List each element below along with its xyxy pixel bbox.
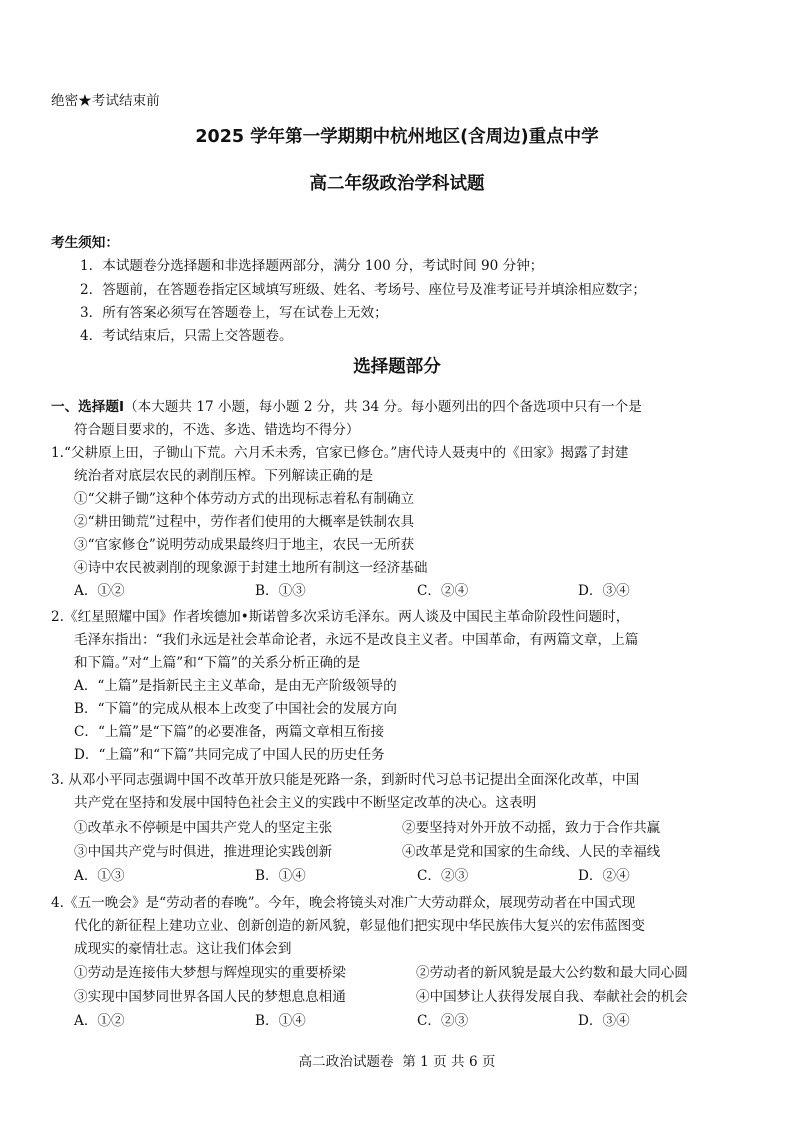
question-3-statement: ②要坚持对外开放不动摇，致力于合作共赢 <box>402 820 661 836</box>
part-description-cont: 符合题目要求的，不选、多选、错选均不得分） <box>74 422 360 438</box>
question-1-statement: ④诗中农民被剥削的现象源于封建土地所有制这一经济基础 <box>74 560 428 576</box>
notice-heading: 考生须知： <box>51 235 119 251</box>
question-4-option-c: C．②③ <box>417 1013 469 1029</box>
question-1-option-c: C．②④ <box>417 583 469 599</box>
question-2-option-b: B．“下篇”的完成从根本上改变了中国社会的发展方向 <box>74 701 397 717</box>
question-3-option-d: D．②④ <box>578 868 630 884</box>
question-3-statement: ③中国共产党与时俱进，推进理论实践创新 <box>74 844 333 860</box>
question-3-statement: ④改革是党和国家的生命线、人民的幸福线 <box>402 844 661 860</box>
question-4-option-d: D．③④ <box>578 1013 630 1029</box>
exam-subtitle: 高二年级政治学科试题 <box>309 174 485 194</box>
exam-title: 2025 学年第一学期期中杭州地区(含周边)重点中学 <box>195 127 599 147</box>
question-3-option-a: A．①③ <box>74 868 125 884</box>
question-3-option-c: C．②③ <box>417 868 469 884</box>
part-heading <box>51 397 642 417</box>
page-footer: 高二政治试题卷 第 1 页 共 6 页 <box>298 1054 496 1070</box>
question-4-stem-cont: 成现实的豪情壮志。这让我们体会到 <box>74 941 292 957</box>
section-title: 选择题部分 <box>353 357 441 377</box>
question-2-stem-cont: 毛泽东指出：“我们永远是社会革命论者，永远不是改良主义者。中国革命，有两篇文章，上篇 <box>74 632 639 648</box>
question-1-option-d: D．③④ <box>578 583 630 599</box>
notice-item: 2．答题前，在答题卷指定区域填写班级、姓名、考场号、座位号及准考证号并填涂相应数字； <box>80 282 646 298</box>
question-1-statement: ③“官家修仓”说明劳动成果最终归于地主，农民一无所获 <box>74 537 415 553</box>
notice-item: 3．所有答案必须写在答题卷上，写在试卷上无效； <box>80 305 388 321</box>
question-4-stem-cont: 代化的新征程上建功立业、创新创造的新风貌，彰显他们把实现中华民族伟大复兴的宏伟蓝图变 <box>74 918 645 934</box>
part-description: （本大题共 17 小题，每小题 2 分，共 34 分。每小题列出的四个备选项中只有一个是 <box>124 399 642 415</box>
question-1-statement: ①“父耕子锄”这种个体劳动方式的出现标志着私有制确立 <box>74 491 415 507</box>
secret-mark: 绝密★考试结束前 <box>51 93 160 109</box>
question-2-option-a: A．“上篇”是指新民主主义革命，是由无产阶级领导的 <box>74 678 397 694</box>
question-2-option-c: C．“上篇”是“下篇”的必要准备，两篇文章相互衔接 <box>74 724 385 740</box>
question-1-option-a: A．①② <box>74 583 125 599</box>
question-4-option-a: A．①② <box>74 1013 125 1029</box>
part-label: 一、选择题Ⅰ <box>51 399 125 415</box>
notice-item: 1．本试题卷分选择题和非选择题两部分，满分 100 分，考试时间 90 分钟； <box>80 258 544 274</box>
notice-item: 4．考试结束后，只需上交答题卷。 <box>80 328 293 344</box>
question-4-option-b: B．①④ <box>255 1013 306 1029</box>
question-4-statement: ③实现中国梦同世界各国人民的梦想息息相通 <box>74 989 346 1005</box>
question-1-option-b: B．①③ <box>255 583 306 599</box>
question-4-stem: 4.《五一晚会》是“劳动者的春晚”。今年，晚会将镜头对准广大劳动群众，展现劳动者在中国式现 <box>51 895 636 911</box>
question-3-option-b: B．①④ <box>255 868 306 884</box>
question-4-statement: ④中国梦让人获得发展自我、奉献社会的机会 <box>416 989 688 1005</box>
question-2-stem: 2.《红星照耀中国》作者埃德加•斯诺曾多次采访毛泽东。两人谈及中国民主革命阶段性问题时， <box>51 609 630 625</box>
question-2-stem-cont: 和下篇。”对“上篇”和“下篇”的关系分析正确的是 <box>74 655 361 671</box>
question-2-option-d: D．“上篇”和“下篇”共同完成了中国人民的历史任务 <box>74 747 385 763</box>
question-1-statement: ②“耕田锄荒”过程中，劳作者们使用的大概率是铁制农具 <box>74 514 415 530</box>
question-4-statement: ①劳动是连接伟大梦想与辉煌现实的重要桥梁 <box>74 965 346 981</box>
question-1-stem: 1.“父耕原上田，子锄山下荒。六月禾未秀，官家已修仓。”唐代诗人聂夷中的《田家》揭露了封建 <box>51 445 629 461</box>
question-3-statement: ①改革永不停顿是中国共产党人的坚定主张 <box>74 820 333 836</box>
question-3-stem-cont: 共产党在坚持和发展中国特色社会主义的实践中不断坚定改革的决心。这表明 <box>74 795 537 811</box>
question-3-stem: 3. 从邓小平同志强调中国不改革开放只能是死路一条，到新时代习总书记提出全面深化改革，中国 <box>51 772 640 788</box>
question-1-stem-cont: 统治者对底层农民的剥削压榨。下列解读正确的是 <box>74 468 374 484</box>
question-4-statement: ②劳动者的新风貌是最大公约数和最大同心圆 <box>416 965 688 981</box>
